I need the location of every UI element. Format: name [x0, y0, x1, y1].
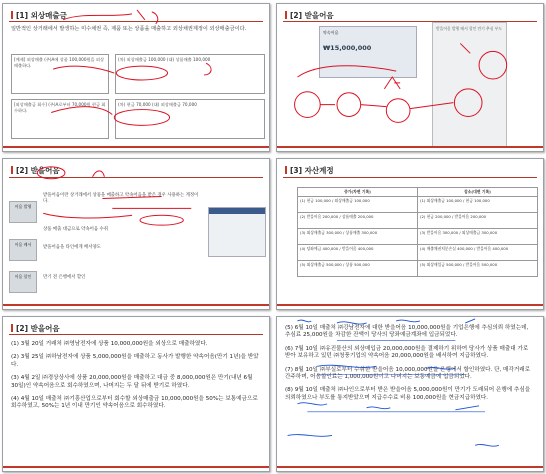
slide-title	[11, 323, 60, 334]
column-header-decrease: 감소(대변 기록)	[418, 188, 538, 197]
journal-text: (차) 외상매출금 100,000 (대) 상품매출 100,000	[118, 57, 211, 62]
table-cell: (3) 받을어음 300,000 / 외상매출금 300,000	[418, 229, 538, 245]
example-box-left-2	[11, 99, 109, 139]
note-detail-image	[432, 22, 507, 148]
title-accent	[11, 11, 13, 19]
note-line-3: 만기 전 은행에서 할인	[43, 275, 86, 280]
example-text: [외상매출금 회수] (주)A로부터 70,000원 현금 회수하다.	[14, 102, 106, 113]
table-cell: (2) 받을어음 200,000 / 상품매출 200,000	[298, 213, 418, 229]
table-cell: (1) 현금 100,000 / 외상매출금 100,000	[298, 197, 418, 213]
note-amount: ₩15,000,000	[323, 44, 372, 52]
asset-account-table	[297, 187, 538, 277]
slide-title-text: [2] 받을어음	[16, 166, 60, 175]
exercise-item: (5) 6월 10일 매출처 ㈜강남전자에 대한 받을어음 10,000,000원을 기업은행에 추심의뢰 하였는데, 추심료 25,000원을 차감한 잔액이 당사의 당좌예금계좌에 입금되었다.	[285, 325, 529, 339]
slide-title-text: [2] 받을어음	[16, 324, 60, 333]
slide-title	[285, 165, 334, 176]
table-header-row	[298, 188, 538, 197]
note-label: 약속어음	[323, 30, 339, 35]
title-rule	[9, 177, 263, 178]
exercise-list	[11, 341, 261, 411]
exercise-item: (3) 4월 2일 ㈜경상상사에 상품 20,000,000원을 매출하고 대금 중 8,000,000원은 만기(내년 6월 30일)인 약속어음으로 회수하였으며, 나머지는 두 달 뒤에 받기로 하였다.	[11, 375, 253, 389]
exercise-list	[285, 325, 535, 402]
exercise-item: (2) 3월 25일 ㈜하남전자에 상품 5,000,000원을 매출하고 동사가 발행한 약속어음(만기 1년)을 받았다.	[11, 354, 259, 368]
table-cell: (5) 외상매입금 500,000 / 받을어음 500,000	[418, 261, 538, 277]
table-cell: (4) 매출채권처분손실 400,000 / 받을어음 400,000	[418, 245, 538, 261]
exercise-item: (7) 8월 10일 ㈜부실로부터 수취한 받을어음 10,000,000원을 은행에서 할인하였다. 단, 매각거래로 간주하며, 어음할인료는 1,000,000원이고 나머지는 보통예금에 입금되었다.	[285, 366, 531, 381]
table-row	[298, 245, 538, 261]
slide-thumbnail-6[interactable]	[276, 316, 544, 472]
journal-box-right-1	[115, 54, 265, 94]
category-endorse: 어음 배서	[9, 239, 37, 261]
slide-title-text: [3] 자산계정	[290, 166, 334, 175]
screen-header	[209, 208, 265, 214]
title-rule	[9, 21, 263, 22]
table-row	[298, 261, 538, 277]
erp-screen-image	[208, 207, 266, 257]
table-cell: (1) 외상매출금 100,000 / 현금 100,000	[418, 197, 538, 213]
slide-body-text: 일반적인 상거래에서 발생하는 미수채권 즉, 제품 또는 상품을 매출하고 외상채권계정이 외상매출금이다.	[11, 26, 247, 32]
title-accent	[11, 324, 13, 332]
slide-title	[285, 10, 334, 21]
slide-body-text: 받을어음이란 상거래에서 상품을 매출하고 약속어음을 받은 경우 사용하는 계정이다.	[43, 193, 199, 204]
note-line-1: 상품 매출 대금으로 약속어음 수취	[43, 227, 108, 232]
exercise-item: (6) 7월 10일 ㈜유진물산의 외상매입금 20,000,000원을 결제하기 위하여 당사가 상품 매출대 가로 받아 보유하고 있던 ㈜청풍기업의 약속어음 20,000,000원을 배서하여 지급하였다.	[285, 345, 529, 360]
column-header-increase: 증가(차변 기록)	[298, 188, 418, 197]
exercise-item: (1) 3월 20일 거래처 ㈜영남전자에 상품 10,000,000원을 외상으로 매출하였다.	[11, 341, 208, 347]
example-box-left-1	[11, 54, 109, 94]
slide-title	[11, 10, 67, 21]
table-row	[298, 229, 538, 245]
slide-title-text: [1] 외상매출금	[16, 11, 67, 20]
table-cell: (3) 외상매출금 300,000 / 상품매출 300,000	[298, 229, 418, 245]
slide-title-text: [2] 받을어음	[290, 11, 334, 20]
journal-text: (차) 현금 70,000 (대) 외상매출금 70,000	[118, 102, 197, 107]
slide-footer-rule	[3, 146, 269, 148]
table-cell: (5) 외상매출금 500,000 / 상품 500,000	[298, 261, 418, 277]
title-rule	[9, 334, 263, 335]
slide-footer-rule	[277, 304, 543, 306]
slide-thumbnail-3[interactable]	[2, 158, 270, 310]
title-rule	[283, 177, 537, 178]
note-line-2: 받을어음을 타인에게 배서양도	[43, 245, 101, 250]
example-text: [예제] 외상매출 (주)A에 상품 100,000원을 외상매출하다.	[14, 57, 105, 68]
slide-footer-rule	[277, 466, 543, 468]
title-accent	[11, 166, 13, 174]
slide-thumbnail-5[interactable]	[2, 316, 270, 472]
exercise-item: (4) 4월 10일 매출처 ㈜기흥산업으로부터 회수할 외상매출금 10,000,000원을 50%는 보통예금으로 회수하였고, 50%는 1년 이내 만기인 약속어음으로 회수하였다.	[11, 396, 258, 410]
journal-box-right-2	[115, 99, 265, 139]
slide-footer-rule	[3, 304, 269, 306]
exercise-item: (8) 9월 10일 매출처 ㈜나인으로부터 받은 받을어음 5,000,000원이 만기가 도래되어 은행에 추심을 의뢰하였으나 부도를 통지받았으며 지급수수료 비용 100,000원을 현금지급하였다.	[285, 387, 531, 401]
slide-footer-rule	[3, 466, 269, 468]
table-row	[298, 197, 538, 213]
title-accent	[285, 11, 287, 19]
category-discount: 어음 할인	[9, 271, 37, 293]
slide-thumbnail-4[interactable]	[276, 158, 544, 310]
slide-title	[11, 165, 60, 176]
promissory-note-image	[319, 26, 417, 78]
slide-footer-rule	[277, 146, 543, 148]
slide-thumbnail-1[interactable]	[2, 3, 270, 152]
table-cell: (4) 당좌예금 400,000 / 받을어음 400,000	[298, 245, 418, 261]
slide-thumbnail-2[interactable]	[276, 3, 544, 152]
table-row	[298, 213, 538, 229]
table-cell: (2) 현금 200,000 / 받을어음 200,000	[418, 213, 538, 229]
note-detail-text: 받을어음 발행 배서 할인 만기 추심 부도	[436, 26, 502, 31]
category-issue: 어음 발행	[9, 201, 37, 223]
title-accent	[285, 166, 287, 174]
